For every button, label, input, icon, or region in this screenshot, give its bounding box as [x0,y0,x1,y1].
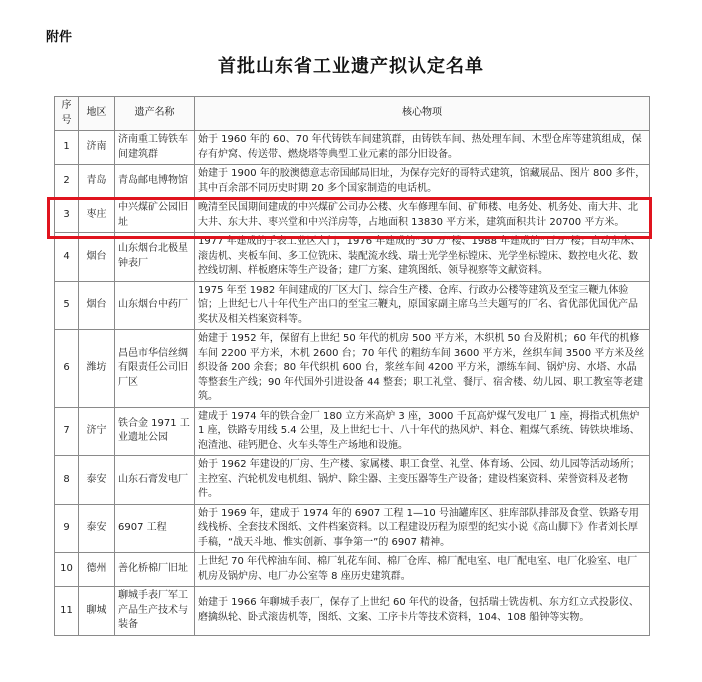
heritage-list-table [54,96,650,636]
row-area: 枣庄 [79,199,115,233]
row-area: 潍坊 [79,330,115,408]
table-row [55,330,650,408]
row-number: 7 [55,407,79,456]
row-area: 济南 [79,131,115,165]
row-number: 3 [55,199,79,233]
row-heritage-name: 6907 工程 [115,504,195,553]
table-row [55,504,650,553]
row-core-items: 建成于 1974 年的铁合金厂 180 立方米高炉 3 座，3000 千瓦高炉煤气发电厂 1 座，拇指式机焦炉 1 座，铁路专用线 5.4 公里，及上世纪七十、八十年代的热风炉、料仓、粗煤气系统、铸铁块堆场、泡渣池、硅钙肥仓、火车头等生产场地和设施。 [195,407,650,456]
row-area: 泰安 [79,504,115,553]
row-number: 8 [55,456,79,505]
row-number: 2 [55,165,79,199]
table-row [55,131,650,165]
row-area: 德州 [79,553,115,587]
row-heritage-name: 中兴煤矿公园旧址 [115,199,195,233]
row-heritage-name: 济南重工铸铁车间建筑群 [115,131,195,165]
row-number: 1 [55,131,79,165]
document-title: 首批山东省工业遗产拟认定名单 [218,56,484,77]
row-core-items: 1977 年建成的手表工业区大门，1976 年建成的“30 万”楼、1988 年建成的“百万”楼；自动车床、滚齿机、夹板车间、多工位铣床、装配流水线、瑞士光学坐标镗床、光学坐标镗床、数控电火花、数控线切割、样板磨床等生产设备；建厂方案、建筑图纸、领导视察等文献资料。 [195,233,650,282]
row-area: 烟台 [79,281,115,330]
row-core-items: 上世纪 70 年代榨油车间、棉厂轧花车间、棉厂仓库、棉厂配电室、电厂配电室、电厂化验室、电厂机房及锅炉房、电厂办公室等 8 座历史建筑群。 [195,553,650,587]
row-core-items: 始建于 1900 年的胶澳德意志帝国邮局旧址，为保存完好的哥特式建筑，馆藏展品、图片 800 多件，其中百余部不同历史时期 20 多个国家制造的电话机。 [195,165,650,199]
header-no: 序号 [55,97,79,131]
row-number: 4 [55,233,79,282]
row-area: 济宁 [79,407,115,456]
row-heritage-name: 铁合金 1971 工业遗址公园 [115,407,195,456]
table-row [55,456,650,505]
header-name: 遗产名称 [115,97,195,131]
table-row [55,553,650,587]
table-row [55,199,650,233]
row-heritage-name: 昌邑市华信丝绸有限责任公司旧厂区 [115,330,195,408]
table-row [55,165,650,199]
table-row [55,407,650,456]
attachment-label: 附件 [46,30,73,45]
row-heritage-name: 善化桥棉厂旧址 [115,553,195,587]
row-number: 11 [55,587,79,636]
row-core-items: 始于 1962 年建设的厂房、生产楼、家属楼、职工食堂、礼堂、体育场、公园、幼儿园等活动场所；主控室、汽轮机发电机组、锅炉、除尘器、主变压器等生产设备；建设档案资料、荣誉资料及老物件。 [195,456,650,505]
row-core-items: 始建于 1952 年，保留有上世纪 50 年代的机房 500 平方米，木织机 50 台及附机；60 年代的机修车间 2200 平方米，木机 2600 台；70 年代 的粗纺车间 3600 平方米，丝织车间 3500 平方米及丝织设备 200 余套；80 年代织机 600 台，浆丝车间 4200 平方米，漂练车间、锅炉房、水塔、水晶等整套生产线；90 年代国外引进设备 44 整套；职工礼堂、餐厅、宿舍楼、幼儿园、职工教室等老建筑。 [195,330,650,408]
row-heritage-name: 山东烟台中药厂 [115,281,195,330]
row-core-items: 始于 1969 年，建成于 1974 年的 6907 工程 1—10 号油罐库区、驻库部队排部及食堂、铁路专用线栈桥、全套技术图纸、文件档案资料。以工程建设历程为原型的纪实小说《高山脚下》作者刘长厚手稿，“战天斗地、惟实创新、事争第一”的 6907 精神。 [195,504,650,553]
row-number: 10 [55,553,79,587]
row-heritage-name: 青岛邮电博物馆 [115,165,195,199]
row-number: 5 [55,281,79,330]
row-area: 聊城 [79,587,115,636]
table-row [55,281,650,330]
row-heritage-name: 山东石膏发电厂 [115,456,195,505]
row-area: 青岛 [79,165,115,199]
row-core-items: 1975 年至 1982 年间建成的厂区大门、综合生产楼、仓库、行政办公楼等建筑及至宝三鞭九体验馆；上世纪七八十年代生产出口的至宝三鞭丸，原国家副主席乌兰夫题写的厂名、省优部优国优产品奖状及相关档案资料等。 [195,281,650,330]
table-row [55,587,650,636]
row-area: 烟台 [79,233,115,282]
header-area: 地区 [79,97,115,131]
row-core-items: 始于 1960 年的 60、70 年代铸铁车间建筑群，由铸铁车间、热处理车间、木型仓库等建筑组成，保存有炉窝、传送带、燃烧塔等典型工业元素的部分旧设备。 [195,131,650,165]
row-core-items: 晚清至民国期间建成的中兴煤矿公司办公楼、火车修理车间、矿师楼、电务处、机务处、南大井、北大井、东大井、枣兴堂和中兴洋房等，占地面积 13830 平方米，建筑面积共计 20700 平方米。 [195,199,650,233]
table-header-row [55,97,650,131]
row-number: 9 [55,504,79,553]
row-heritage-name: 山东烟台北极星钟表厂 [115,233,195,282]
row-area: 泰安 [79,456,115,505]
row-number: 6 [55,330,79,408]
row-core-items: 始建于 1966 年聊城手表厂，保存了上世纪 60 年代的设备，包括瑞士铣齿机、东方红立式投影仪、磨擒纵轮、卧式滚齿机等，图纸、文案、工序卡片等技术资料，104、108 船钟等实物。 [195,587,650,636]
table-row [55,233,650,282]
header-core: 核心物项 [195,97,650,131]
row-heritage-name: 聊城手表厂军工产品生产技术与装备 [115,587,195,636]
